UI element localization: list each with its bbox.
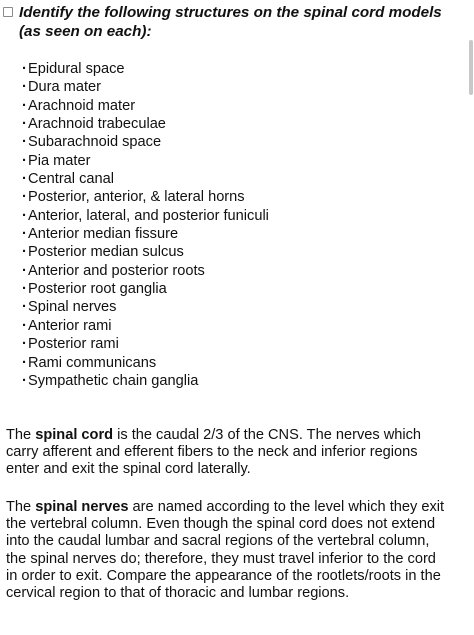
list-item-label: Sympathetic chain ganglia xyxy=(28,372,199,389)
paragraph-text: is the caudal 2/3 of the CNS. The nerves which carry afferent and efferent fibers to the neck and inferior regions enter and exit the spinal cord laterally. xyxy=(6,427,422,478)
bullet-icon: · xyxy=(22,171,27,188)
bullet-icon: · xyxy=(22,116,27,133)
list-item-label: Posterior rami xyxy=(28,336,119,353)
list-item xyxy=(22,225,458,243)
bullet-icon: · xyxy=(22,336,27,353)
list-item xyxy=(22,60,458,78)
structure-list xyxy=(3,60,458,390)
list-item-label: Anterior, lateral, and posterior funiculi xyxy=(28,207,269,224)
list-item-label: Posterior median sulcus xyxy=(28,244,184,261)
list-item xyxy=(22,280,458,298)
list-item-label: Spinal nerves xyxy=(28,299,117,316)
bullet-icon: · xyxy=(22,244,27,261)
bullet-icon: · xyxy=(22,61,27,77)
list-item xyxy=(22,78,458,96)
list-item-label: Subarachnoid space xyxy=(28,134,162,151)
bullet-icon: · xyxy=(22,226,27,243)
list-item-label: Anterior rami xyxy=(28,317,112,334)
task-checkbox[interactable] xyxy=(3,7,13,17)
list-item xyxy=(22,243,458,261)
bullet-icon: · xyxy=(22,281,27,298)
list-item xyxy=(22,115,458,133)
list-item-label: Dura mater xyxy=(28,79,101,96)
list-item xyxy=(22,372,458,390)
list-item xyxy=(22,207,458,225)
list-item-label: Arachnoid trabeculae xyxy=(28,116,166,133)
list-item xyxy=(22,188,458,206)
spinal-cord-paragraph xyxy=(6,427,446,479)
list-item-label: Central canal xyxy=(28,171,114,188)
paragraph-text: The xyxy=(6,427,36,443)
term-spinal-cord: spinal cord xyxy=(35,427,114,443)
bullet-icon: · xyxy=(22,299,27,316)
bullet-icon: · xyxy=(22,354,27,371)
list-item-label: Pia mater xyxy=(28,152,91,169)
paragraph-text: The xyxy=(6,499,36,515)
paragraph-text: are named according to the level which they exit the vertebral column. Even though the spinal cord does not extend into the caudal lumbar and sacral regions of the vertebral column, the spinal nerves do; therefore, they must travel inferior to the cord in order to exit. Compare the appearance of the rootlets/roots in the cervical region to that of thoracic and lumbar regions. xyxy=(6,499,445,602)
bullet-icon: · xyxy=(22,97,27,114)
list-item-label: Arachnoid mater xyxy=(28,97,136,114)
list-item xyxy=(22,335,458,353)
bullet-icon: · xyxy=(22,134,27,151)
list-item xyxy=(22,97,458,115)
bullet-icon: · xyxy=(22,79,27,96)
list-item-label: Posterior, anterior, & lateral horns xyxy=(28,189,245,206)
task-heading: Identify the following structures on the spinal cord models (as seen on each): xyxy=(19,4,442,40)
list-item xyxy=(22,170,458,188)
spinal-nerves-paragraph xyxy=(6,499,446,602)
bullet-icon: · xyxy=(22,372,27,389)
bullet-icon: · xyxy=(22,317,27,334)
scrollbar-thumb[interactable] xyxy=(469,40,473,95)
list-item xyxy=(22,133,458,151)
list-item-label: Epidural space xyxy=(28,61,125,77)
bullet-icon: · xyxy=(22,152,27,169)
task-header xyxy=(3,3,458,41)
list-item-label: Anterior median fissure xyxy=(28,226,179,243)
list-item xyxy=(22,262,458,280)
task-block xyxy=(3,3,458,390)
list-item-label: Anterior and posterior roots xyxy=(28,262,205,279)
term-spinal-nerves: spinal nerves xyxy=(35,499,129,515)
list-item xyxy=(22,354,458,372)
list-item-label: Posterior root ganglia xyxy=(28,281,167,298)
scrollbar[interactable] xyxy=(467,0,474,635)
list-item-label: Rami communicans xyxy=(28,354,157,371)
bullet-icon: · xyxy=(22,189,27,206)
list-item xyxy=(22,152,458,170)
bullet-icon: · xyxy=(22,262,27,279)
list-item xyxy=(22,298,458,316)
bullet-icon: · xyxy=(22,207,27,224)
list-item xyxy=(22,317,458,335)
